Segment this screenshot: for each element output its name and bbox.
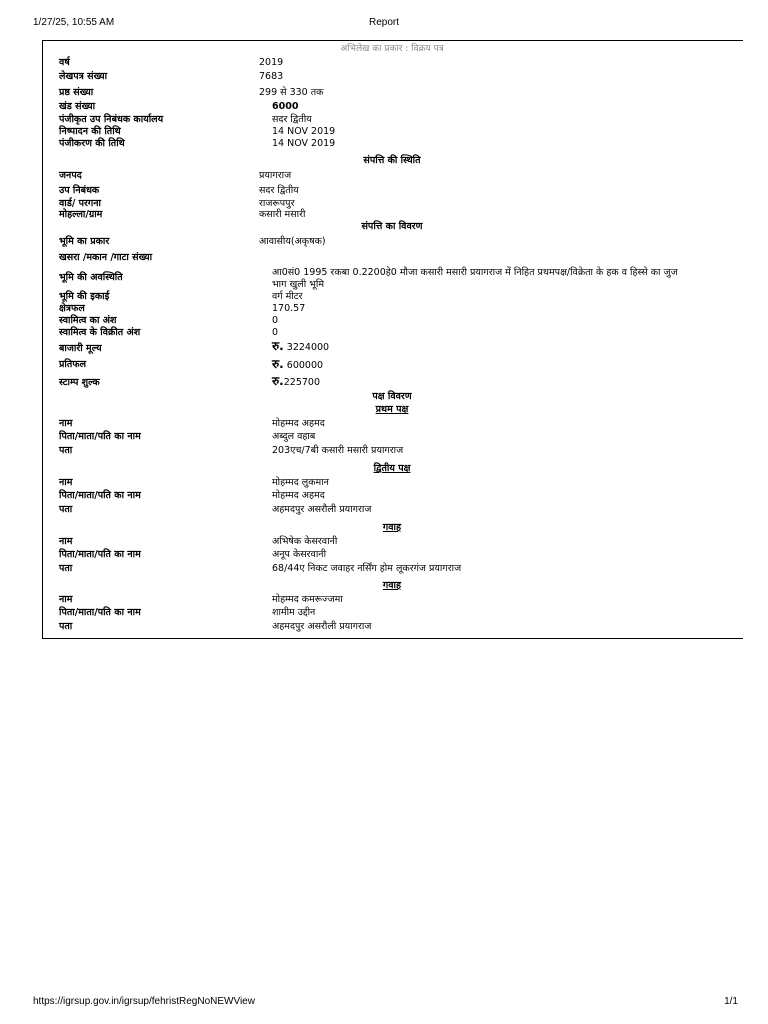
sold-share-label: स्वामित्व के विक्रीत अंश: [59, 327, 141, 338]
witness2-address: अहमदपुर असरौली प्रयागराज: [272, 621, 372, 632]
volume-label: खंड संख्या: [59, 101, 96, 112]
witness1-parent: अनूप केसरवानी: [272, 549, 327, 560]
second-party-name-label: नाम: [59, 477, 73, 488]
witness2-address-label: पता: [59, 621, 73, 632]
stamp-duty-amount: 225700: [283, 377, 321, 388]
first-party-name: मोहम्मद अहमद: [272, 418, 325, 429]
office-value: सदर द्वितीय: [272, 114, 312, 125]
land-position-value-line1: आ0सं0 1995 रकबा 0.2200हे0 मौजा कसारी मसारी प्रयागराज में निहित प्रथमपक्ष/विक्रेता के हक व हिस्से का जुज: [272, 267, 678, 278]
second-party-heading: द्वितीय पक्ष: [373, 463, 411, 474]
market-value-amount: 3224000: [283, 342, 330, 353]
rupee-symbol: रु.: [272, 339, 284, 353]
district-value: प्रयागराज: [259, 170, 292, 181]
land-position-label: भूमि की अवस्थिति: [59, 272, 123, 283]
document-type-title: अभिलेख का प्रकार : विक्रय पत्र: [340, 44, 444, 54]
registration-date-value: 14 NOV 2019: [272, 138, 336, 149]
execution-date-value: 14 NOV 2019: [272, 126, 336, 137]
village-label: मोहल्ला/ग्राम: [59, 209, 103, 220]
document-number-value: 7683: [259, 71, 284, 82]
rupee-symbol: रु.: [272, 357, 284, 371]
print-footer-url: https://igrsup.gov.in/igrsup/fehristRegNoNEWView: [33, 996, 255, 1007]
document-number-label: लेखपत्र संख्या: [59, 71, 108, 82]
second-party-address: अहमदपुर असरौली प्रयागराज: [272, 504, 372, 515]
witness2-parent: शामीम उद्दीन: [272, 607, 316, 618]
ward-value: राजरूपपुर: [259, 198, 295, 209]
witness2-heading: गवाह: [382, 580, 402, 591]
second-party-address-label: पता: [59, 504, 73, 515]
witness1-parent-label: पिता/माता/पति का नाम: [59, 549, 141, 560]
first-party-address-label: पता: [59, 445, 73, 456]
district-label: जनपद: [59, 170, 82, 181]
witness1-name: अभिषेक केसरवानी: [272, 536, 338, 547]
year-value: 2019: [259, 57, 284, 68]
volume-value: 6000: [272, 101, 299, 112]
print-header-timestamp: 1/27/25, 10:55 AM: [33, 17, 115, 28]
stamp-duty-label: स्टाम्प शुल्क: [59, 377, 100, 388]
first-party-name-label: नाम: [59, 418, 73, 429]
parties-heading: पक्ष विवरण: [372, 391, 412, 402]
sub-registrar-label: उप निबंधक: [59, 185, 100, 196]
rupee-symbol: रु.: [272, 374, 284, 388]
property-location-heading: संपत्ति की स्थिति: [363, 155, 421, 166]
first-party-parent: अब्दुल वहाब: [272, 431, 316, 442]
second-party-parent-label: पिता/माता/पति का नाम: [59, 490, 141, 501]
witness2-parent-label: पिता/माता/पति का नाम: [59, 607, 141, 618]
area-label: क्षेत्रफल: [59, 303, 85, 314]
witness2-name-label: नाम: [59, 594, 73, 605]
second-party-parent: मोहम्मद अहमद: [272, 490, 325, 501]
sold-share-value: 0: [272, 327, 279, 338]
execution-date-label: निष्पादन की तिथि: [59, 126, 121, 137]
owner-share-label: स्वामित्व का अंश: [59, 315, 117, 326]
village-value: कसारी मसारी: [259, 209, 306, 220]
consideration-label: प्रतिफल: [59, 359, 87, 370]
land-type-value: आवासीय(अकृषक): [259, 236, 326, 247]
consideration-amount: 600000: [283, 360, 324, 371]
page-number-value: 299 से 330 तक: [259, 87, 324, 98]
area-value: 170.57: [272, 303, 306, 314]
witness2-name: मोहम्मद कमरूज्जमा: [272, 594, 343, 605]
year-label: वर्ष: [59, 57, 70, 68]
first-party-address: 203एच/7बी कसारी मसारी प्रयागराज: [272, 445, 404, 456]
stamp-duty-value: [272, 376, 320, 388]
witness1-address-label: पता: [59, 563, 73, 574]
market-value-label: बाजारी मूल्य: [59, 343, 102, 354]
land-unit-label: भूमि की इकाई: [59, 291, 110, 302]
land-position-value-line2: भाग खुली भूमि: [272, 279, 325, 290]
sub-registrar-value: सदर द्वितीय: [259, 185, 299, 196]
consideration-value: [272, 359, 323, 371]
property-details-heading: संपत्ति का विवरण: [361, 221, 423, 232]
land-unit-value: वर्ग मीटर: [272, 291, 303, 302]
office-label: पंजीकृत उप निबंधक कार्यालय: [59, 114, 164, 125]
print-footer-page-number: 1/1: [724, 996, 738, 1007]
khasra-label: खसरा /मकान /गाटा संख्या: [59, 252, 153, 263]
page-number-label: प्रष्ठ संख्या: [59, 87, 94, 98]
market-value: [272, 341, 329, 353]
ward-label: वार्ड/ परगना: [59, 198, 101, 209]
second-party-name: मोहम्मद लुकमान: [272, 477, 329, 488]
land-type-label: भूमि का प्रकार: [59, 236, 110, 247]
first-party-heading: प्रथम पक्ष: [375, 404, 409, 415]
registration-date-label: पंजीकरण की तिथि: [59, 138, 125, 149]
witness1-heading: गवाह: [382, 522, 402, 533]
owner-share-value: 0: [272, 315, 279, 326]
document-frame: [42, 40, 743, 639]
first-party-parent-label: पिता/माता/पति का नाम: [59, 431, 141, 442]
witness1-address: 68/44ए निकट जवाहर नर्सिंग होम लूकरगंज प्रयागराज: [272, 563, 462, 574]
print-header-title: Report: [368, 17, 399, 28]
witness1-name-label: नाम: [59, 536, 73, 547]
